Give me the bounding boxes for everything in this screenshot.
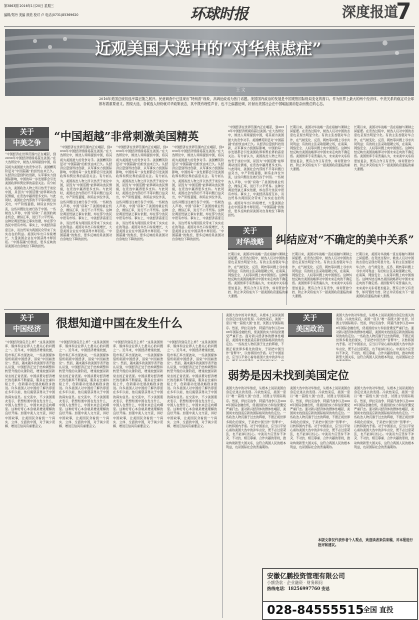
section-body-2d: 长期以来，美国对华战略一直在接触与遏制之间摇摆。在竞选过程中，候选人们对中国的态度也呈现出明显分化。有的主张加强对华合作，在气候变化、反恐、朝核等问题上寻求共同利益；有的则主张采取强硬立场，在南海、网络安全、人权等问题上向中国施压。这种纠结反映出美国战略界对中国未来走向的不确定感。美国智库专家普遍认为，未来美中关系将更加复杂，既有合作又有竞争，如何管控分歧、防止冲突将成为下一届美国政府面临的重大课题。 xyxy=(292,252,352,299)
section-body-1e: “中国经济在世界范围内正在崛起，到2030年中国经济规模将超过美国。”在大选辩论中，候选人频频提到中国，将其视为美国最大的竞争对手。美国精英阶层对“中国超越”的担忧由来已久。从经济总量到科技创新，从军事实力到国际影响，中国的每一步发展都会引发美国政界和舆论界的高度关注。有分析认为，美国政治人物之所以热衷于谈论中国，是因为“中国话题”能够调动选民情绪，在竞选中赢得更多支持。与此同时，美国社会内部的不平等问题日益突出，中产阶级萎缩，制造业岗位外流，这些问题往往被归咎于中国。一些候选人声称，中国“窃取”了美国的就业机会，操纵汇率，进行不公平贸易。这种论调虽然缺乏事实依据，却在部分选民中很有市场。事实上，中美经济高度互补，双边贸易为两国民众带来了实实在在的利益。美国对华出口持续增长，大量美国企业在中国获得丰厚回报。“中国超越”的焦虑，更多反映的是美国对自身地位下降的担忧。 xyxy=(228,125,284,218)
editor-notice: 本版文章仅代表作者个人观点，欢迎读者来信来稿，对本报进行批评和建议。 xyxy=(318,538,413,547)
section-body-4b: 美国大选中的对华焦虑，从根本上说是美国自身定位迷失的表现。冷战结束后，美国一度以“唯一超级大国”自居，试图主导国际秩序。然而，伊拉克战争、阿富汗战争以及2008年国际金融危机，使美国的实力和信誉遭受严重打击。面对新兴经济体的群体性崛起，美国尚未找到适应新的国际格局的角色定位。一些政治人物沉湎于过去的辉煌，不愿正视世界多极化的现实，于是把中国当作“替罪羊”，以转移国内矛盾。对于中国而言，应当以平常心看待美国大选中的涉华言论，既不必过度紧张，也不能掉以轻心。中美双方应坚持不冲突、不对抗、相互尊重、合作共赢的原则，推动构建新型大国关系，这符合两国人民的根本利益，也是国际社会 xyxy=(336,313,414,360)
section-body-3d: “中国经济到底怎么样？”这是美国智库、媒体和企业界人士最关心的问题之一。近年来，中国经济增速放缓，股市和汇率出现波动，一些美国媒体借机唱衰中国经济，渲染“中国崩溃论”。然而，越来越多的美国学者开始认识到，中国经济正处于结构调整和转型升级的关键阶段，增速放缓是新常态的正常表现。中国消费对经济增长的贡献率不断提高，服务业比重持续上升，创新驱动发展战略稳步推进。许多美国人对中国的了解仍停留在多年以前，他们渴望获得关于中国的真实信息。在交流中，不少美国朋友表示，很想知道中国在发生什么，中国人在想什么，中国未来会走向哪里。这种好奇心本身就是增进理解的良好开端。加强中美人文交流，讲好中国故事，让美国民众看到一个真实、立体、全面的中国，对于减少误解、增进互信具有重要意义。 xyxy=(167,340,217,429)
section-headline-1: “中国超越”非常刺激美国精英 xyxy=(54,130,199,143)
section-label-4: 关于 美国政治 xyxy=(288,313,332,337)
section-headline-2: 纠结应对“不确定的美中关系” xyxy=(276,234,415,246)
issue-line: 第3863期 2016年1月20日 星期三 xyxy=(4,4,54,8)
section-rule-1 xyxy=(4,309,415,310)
column-divider-2 xyxy=(222,313,223,618)
section-body-1d: “中国经济在世界范围内正在崛起，到2030年中国经济规模将超过美国。”在大选辩论中，候选人频频提到中国，将其视为美国最大的竞争对手。美国精英阶层对“中国超越”的担忧由来已久。从经济总量到科技创新，从军事实力到国际影响，中国的每一步发展都会引发美国政界和舆论界的高度关注。有分析认为，美国政治人物之所以热衷于谈论中国，是因为“中国话题”能够调动选民情绪，在竞选中赢得更多支持。与此同时，美国社会内部的不平等问题日益突出，中产阶级萎缩，制造业岗位外流，这些问题往往被归咎于中国。一些候选人声称，中国“窃取”了美国的就业机会，操纵汇率，进行不公平贸易。这种论调虽然缺乏事实依据，却在部分选民中很有市场。事实上，中美经济高度互补，双边贸易为两国民众带来了实实在在的利益。美国对华出口持续增长，大量美国企业在中国获得丰厚回报。“中国超越”的焦虑，更多反映的是美国对自身地位下降的担忧。 xyxy=(172,145,224,242)
section-body-4e: 美国大选中的对华焦虑，从根本上说是美国自身定位迷失的表现。冷战结束后，美国一度以“唯一超级大国”自居，试图主导国际秩序。然而，伊拉克战争、阿富汗战争以及2008年国际金融危机，使美国的实力和信誉遭受严重打击。面对新兴经济体的群体性崛起，美国尚未找到适应新的国际格局的角色定位。一些政治人物沉湎于过去的辉煌，不愿正视世界多极化的现实，于是把中国当作“替罪羊”，以转移国内矛盾。对于中国而言，应当以平常心看待美国大选中的涉华言论，既不必过度紧张，也不能掉以轻心。中美双方应坚持不冲突、不对抗、相互尊重、合作共赢的原则，推动构建新型大国关系，这符合两国人民的根本利益，也是国际社会的普遍期待。 xyxy=(354,386,414,449)
section-label-3: 关于 中国经济 xyxy=(5,313,49,337)
section-body-1b: “中国经济在世界范围内正在崛起，到2030年中国经济规模将超过美国。”在大选辩论中，候选人频频提到中国，将其视为美国最大的竞争对手。美国精英阶层对“中国超越”的担忧由来已久。从经济总量到科技创新，从军事实力到国际影响，中国的每一步发展都会引发美国政界和舆论界的高度关注。有分析认为，美国政治人物之所以热衷于谈论中国，是因为“中国话题”能够调动选民情绪，在竞选中赢得更多支持。与此同时，美国社会内部的不平等问题日益突出，中产阶级萎缩，制造业岗位外流，这些问题往往被归咎于中国。一些候选人声称，中国“窃取”了美国的就业机会，操纵汇率，进行不公平贸易。这种论调虽然缺乏事实依据，却在部分选民中很有市场。事实上，中美经济高度互补，双边贸易为两国民众带来了实实在在的利益。美国对华出口持续增长，大量美国企业在中国获得丰厚回报。“中国超越”的焦虑，更多反映的是美国对自身地位下降的担忧。 xyxy=(60,145,112,242)
section-body-2c: 长期以来，美国对华战略一直在接触与遏制之间摇摆。在竞选过程中，候选人们对中国的态度也呈现出明显分化。有的主张加强对华合作，在气候变化、反恐、朝核等问题上寻求共同利益；有的则主张采取强硬立场，在南海、网络安全、人权等问题上向中国施压。这种纠结反映出美国战略界对中国未来走向的不确定感。美国智库专家普遍认为，未来美中关系将更加复杂，既有合作又有竞争，如何管控分歧、防止冲突将成为下一届美国政府面临的重大课题。 xyxy=(228,252,288,299)
section-body-3b: “中国经济到底怎么样？”这是美国智库、媒体和企业界人士最关心的问题之一。近年来，中国经济增速放缓，股市和汇率出现波动，一些美国媒体借机唱衰中国经济，渲染“中国崩溃论”。然而，越来越多的美国学者开始认识到，中国经济正处于结构调整和转型升级的关键阶段，增速放缓是新常态的正常表现。中国消费对经济增长的贡献率不断提高，服务业比重持续上升，创新驱动发展战略稳步推进。许多美国人对中国的了解仍停留在多年以前，他们渴望获得关于中国的真实信息。在交流中，不少美国朋友表示，很想知道中国在发生什么，中国人在想什么，中国未来会走向哪里。这种好奇心本身就是增进理解的良好开端。加强中美人文交流，讲好中国故事，让美国民众看到一个真实、立体、全面的中国，对于减少误解、增进互信具有重要意义。 xyxy=(59,340,109,429)
hero-author: 王 文 xyxy=(236,87,246,92)
section-label-2: 关于 对华战略 xyxy=(228,226,272,250)
ad-phone: 028-84555515 xyxy=(267,603,364,617)
lead-paragraph: 2016年美国总统初选序幕正随之展开。民意调查中已显现出“特朗普”现象，高调论政成为热门话题。美国国内政治的发展是中国观察国际格局变化的窗口。作为世界上最大的两个经济体，中美关系的稳定对全球都有着重要意义。围绕大选，各候选人纷纷就对华政策表态，其中既有理性声音，也不乏偏激论调，折射出美国社会在中国崛起面前复杂而焦虑的心态。 xyxy=(99,97,414,106)
section-label-1: 关于 中美之争 xyxy=(5,127,49,151)
section-body-4c: 美国大选中的对华焦虑，从根本上说是美国自身定位迷失的表现。冷战结束后，美国一度以“唯一超级大国”自居，试图主导国际秩序。然而，伊拉克战争、阿富汗战争以及2008年国际金融危机，使美国的实力和信誉遭受严重打击。面对新兴经济体的群体性崛起，美国尚未找到适应新的国际格局的角色定位。一些政治人物沉湎于过去的辉煌，不愿正视世界多极化的现实，于是把中国当作“替罪羊”，以转移国内矛盾。对于中国而言，应当以平常心看待美国大选中的涉华言论，既不必过度紧张，也不能掉以轻心。中美双方应坚持不冲突、不对抗、相互尊重、合作共赢的原则，推动构建新型大国关系，这符合两国人民的根本利益，也是国际社会的普遍期待。 xyxy=(226,386,286,449)
section-body-4d: 美国大选中的对华焦虑，从根本上说是美国自身定位迷失的表现。冷战结束后，美国一度以“唯一超级大国”自居，试图主导国际秩序。然而，伊拉克战争、阿富汗战争以及2008年国际金融危机，使美国的实力和信誉遭受严重打击。面对新兴经济体的群体性崛起，美国尚未找到适应新的国际格局的角色定位。一些政治人物沉湎于过去的辉煌，不愿正视世界多极化的现实，于是把中国当作“替罪羊”，以转移国内矛盾。对于中国而言，应当以平常心看待美国大选中的涉华言论，既不必过度紧张，也不能掉以轻心。中美双方应坚持不冲突、不对抗、相互尊重、合作共赢的原则，推动构建新型大国关系，这符合两国人民的根本利益，也是国际社会的普遍期待。 xyxy=(290,386,350,449)
section-title: 深度报道 xyxy=(342,5,398,21)
section-body-1c: “中国经济在世界范围内正在崛起，到2030年中国经济规模将超过美国。”在大选辩论中，候选人频频提到中国，将其视为美国最大的竞争对手。美国精英阶层对“中国超越”的担忧由来已久。从经济总量到科技创新，从军事实力到国际影响，中国的每一步发展都会引发美国政界和舆论界的高度关注。有分析认为，美国政治人物之所以热衷于谈论中国，是因为“中国话题”能够调动选民情绪，在竞选中赢得更多支持。与此同时，美国社会内部的不平等问题日益突出，中产阶级萎缩，制造业岗位外流，这些问题往往被归咎于中国。一些候选人声称，中国“窃取”了美国的就业机会，操纵汇率，进行不公平贸易。这种论调虽然缺乏事实依据，却在部分选民中很有市场。事实上，中美经济高度互补，双边贸易为两国民众带来了实实在在的利益。美国对华出口持续增长，大量美国企业在中国获得丰厚回报。“中国超越”的焦虑，更多反映的是美国对自身地位下降的担忧。 xyxy=(116,145,168,242)
section-headline-3: 很想知道中国在发生什么 xyxy=(56,316,183,330)
page-header xyxy=(0,0,419,26)
editor-line: 编辑/郑丹 美编 颜美 校对 卢 电话(0731)85369620 xyxy=(4,13,79,17)
section-body-3c: “中国经济到底怎么样？”这是美国智库、媒体和企业界人士最关心的问题之一。近年来，中国经济增速放缓，股市和汇率出现波动，一些美国媒体借机唱衰中国经济，渲染“中国崩溃论”。然而，越来越多的美国学者开始认识到，中国经济正处于结构调整和转型升级的关键阶段，增速放缓是新常态的正常表现。中国消费对经济增长的贡献率不断提高，服务业比重持续上升，创新驱动发展战略稳步推进。许多美国人对中国的了解仍停留在多年以前，他们渴望获得关于中国的真实信息。在交流中，不少美国朋友表示，很想知道中国在发生什么，中国人在想什么，中国未来会走向哪里。这种好奇心本身就是增进理解的良好开端。加强中美人文交流，讲好中国故事，让美国民众看到一个真实、立体、全面的中国，对于减少误解、增进互信具有重要意义。 xyxy=(113,340,163,429)
section-headline-4: 弱势是因未找到美国定位 xyxy=(228,369,349,382)
section-body-3a: “中国经济到底怎么样？”这是美国智库、媒体和企业界人士最关心的问题之一。近年来，中国经济增速放缓，股市和汇率出现波动，一些美国媒体借机唱衰中国经济，渲染“中国崩溃论”。然而，越来越多的美国学者开始认识到，中国经济正处于结构调整和转型升级的关键阶段，增速放缓是新常态的正常表现。中国消费对经济增长的贡献率不断提高，服务业比重持续上升，创新驱动发展战略稳步推进。许多美国人对中国的了解仍停留在多年以前，他们渴望获得关于中国的真实信息。在交流中，不少美国朋友表示，很想知道中国在发生什么，中国人在想什么，中国未来会走向哪里。这种好奇心本身就是增进理解的良好开端。加强中美人文交流，讲好中国故事，让美国民众看到一个真实、立体、全面的中国，对于减少误解、增进互信具有重要意义。 xyxy=(5,340,55,429)
masthead-logo: 环球时报 xyxy=(190,5,249,23)
ad-hotline: 热线电话：18256997760 安总 xyxy=(267,586,330,591)
hero-title: 近观美国大选中的“对华焦虑症” xyxy=(95,39,322,58)
header-rule xyxy=(4,26,415,27)
hero-banner xyxy=(5,29,414,96)
ad-service: 小额贷款 · 企业融资 · 财务顾问 xyxy=(267,580,323,585)
ad-company: 安徽亿鹏投资管理有限公司 xyxy=(267,572,345,580)
ad-banner: 全国 直投 xyxy=(363,605,394,614)
section-body-2e: 长期以来，美国对华战略一直在接触与遏制之间摇摆。在竞选过程中，候选人们对中国的态度也呈现出明显分化。有的主张加强对华合作，在气候变化、反恐、朝核等问题上寻求共同利益；有的则主张采取强硬立场，在南海、网络安全、人权等问题上向中国施压。这种纠结反映出美国战略界对中国未来走向的不确定感。美国智库专家普遍认为，未来美中关系将更加复杂，既有合作又有竞争，如何管控分歧、防止冲突将成为下一届美国政府面临的重大课题。 xyxy=(356,252,414,299)
section-body-4a: 美国大选中的对华焦虑，从根本上说是美国自身定位迷失的表现。冷战结束后，美国一度以“唯一超级大国”自居，试图主导国际秩序。然而，伊拉克战争、阿富汗战争以及2008年国际金融危机，使美国的实力和信誉遭受严重打击。面对新兴经济体的群体性崛起，美国尚未找到适应新的国际格局的角色定位。一些政治人物沉湎于过去的辉煌，不愿正视世界多极化的现实，于是把中国当作“替罪羊”，以转移国内矛盾。对于中国而言，应当以平常心看待美国大选中的涉华言 xyxy=(226,313,284,360)
section-body-1a: “中国经济在世界范围内正在崛起，到2030年中国经济规模将超过美国。”在大选辩论中，候选人频频提到中国，将其视为美国最大的竞争对手。美国精英阶层对“中国超越”的担忧由来已久。从经济总量到科技创新，从军事实力到国际影响，中国的每一步发展都会引发美国政界和舆论界的高度关注。有分析认为，美国政治人物之所以热衷于谈论中国，是因为“中国话题”能够调动选民情绪，在竞选中赢得更多支持。与此同时，美国社会内部的不平等问题日益突出，中产阶级萎缩，制造业岗位外流，这些问题往往被归咎于中国。一些候选人声称，中国“窃取”了美国的就业机会，操纵汇率，进行不公平贸易。这种论调虽然缺乏事实依据，却在部分选民中很有市场。事实上，中美经济高度互补，双边贸易为两国民众带来了实实在在的利益。美国对华出口持续增长，大量美国企业在中国获得丰厚回报。“中国超越”的焦虑，更多反映的是美国对自身地位下降的担忧。 xyxy=(5,152,56,249)
section-body-2b: 长期以来，美国对华战略一直在接触与遏制之间摇摆。在竞选过程中，候选人们对中国的态度也呈现出明显分化。有的主张加强对华合作，在气候变化、反恐、朝核等问题上寻求共同利益；有的则主张采取强硬立场，在南海、网络安全、人权等问题上向中国施压。这种纠结反映出美国战略界对中国未来走向的不确定感。美国智库专家普遍认为，未来美中关系将更加复杂，既有合作又有竞争，如何管控分歧、防止冲突将成为下一届美国政府面临的重大课题。 xyxy=(354,125,414,172)
section-body-2a: 长期以来，美国对华战略一直在接触与遏制之间摇摆。在竞选过程中，候选人们对中国的态度也呈现出明显分化。有的主张加强对华合作，在气候变化、反恐、朝核等问题上寻求共同利益；有的则主张采取强硬立场，在南海、网络安全、人权等问题上向中国施压。这种纠结反映出美国战略界对中国未来走向的不确定感。美国智库专家普遍认为，未来美中关系将更加复杂，既有合作又有竞争，如何管控分歧、防止冲突将成为下一届美国政府面临的重大课题。 xyxy=(290,125,350,172)
ad-phone-box xyxy=(262,601,418,620)
page-number: 7 xyxy=(396,0,412,25)
